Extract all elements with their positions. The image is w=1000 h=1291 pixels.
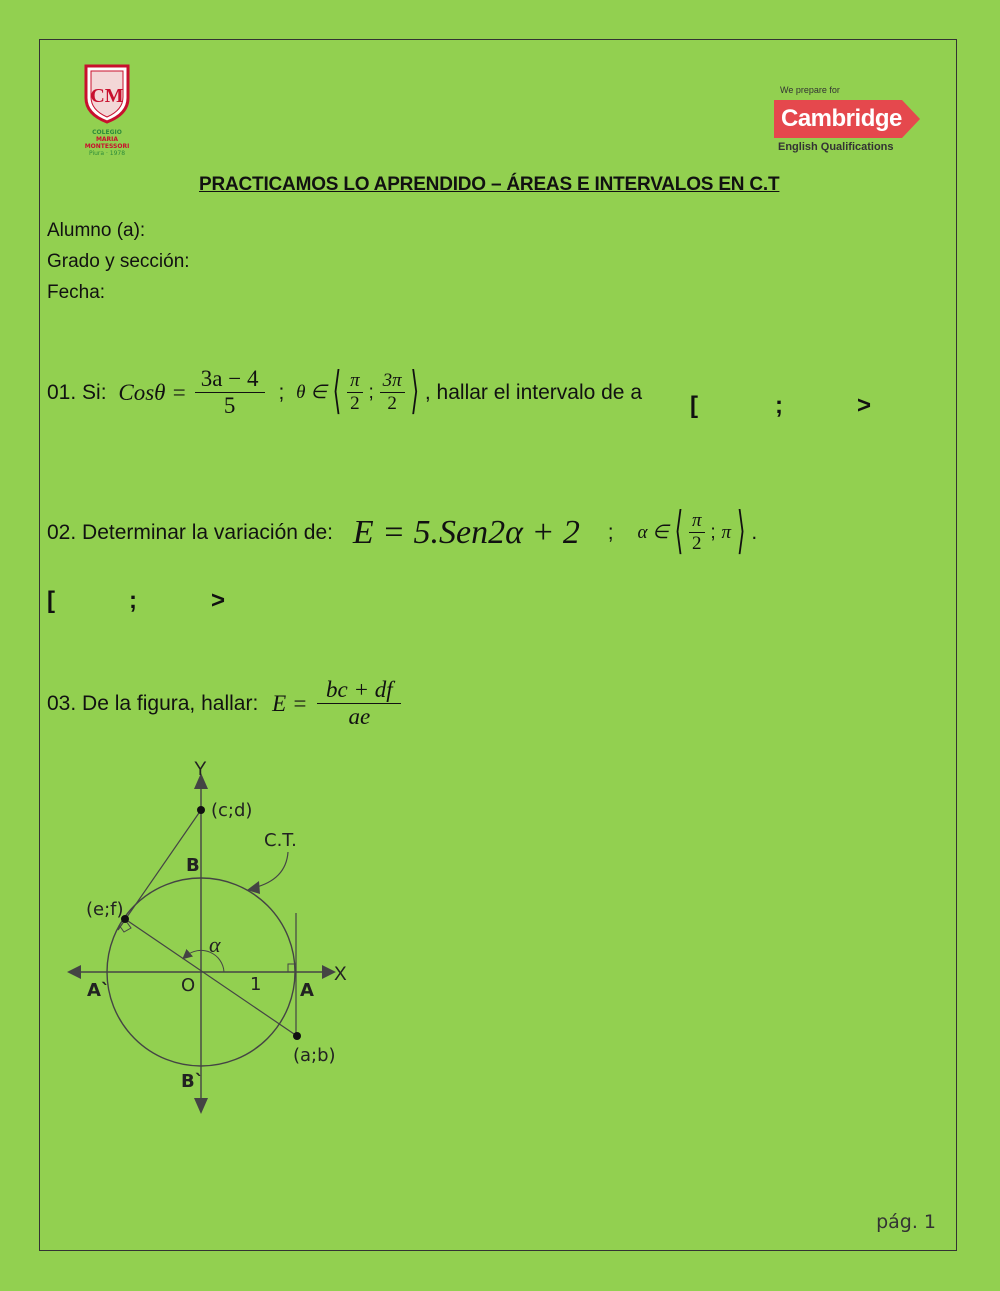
grade-section-label: Grado y sección: bbox=[47, 251, 190, 272]
q1-pi: π bbox=[350, 370, 360, 391]
q2-left-angle-icon: ⟨ bbox=[674, 503, 684, 562]
q1-domain-sep: ; bbox=[368, 381, 374, 403]
axis-x-label: X bbox=[334, 964, 347, 985]
q1-three-pi: 3π bbox=[382, 370, 402, 391]
angle-alpha-label: α bbox=[209, 932, 221, 957]
q1-two: 2 bbox=[347, 392, 363, 415]
q3-prefix: 03. De la figura, hallar: bbox=[47, 691, 259, 715]
q3-numerator: bc + df bbox=[326, 677, 393, 702]
q1-lhs: Cosθ = bbox=[118, 379, 187, 405]
point-ab-dot bbox=[293, 1032, 301, 1040]
q2-two: 2 bbox=[689, 532, 705, 555]
point-cd-label: (c;d) bbox=[211, 800, 253, 821]
q1-frac-pi-2 bbox=[347, 370, 363, 415]
svg-text:CM: CM bbox=[90, 85, 124, 107]
school-logo bbox=[70, 62, 144, 166]
y-axis-bottom-arrow-icon bbox=[194, 1098, 208, 1114]
logo-text-piura: Piura · 1978 bbox=[88, 150, 126, 157]
q3-fraction bbox=[317, 677, 401, 730]
cambridge-logo bbox=[778, 85, 938, 165]
page-number: pág. 1 bbox=[876, 1211, 936, 1233]
q3-denominator: ae bbox=[317, 703, 401, 730]
q2-domain-var: α ∈ bbox=[637, 522, 669, 543]
q1-left-angle-icon: ⟨ bbox=[332, 363, 342, 422]
q2-period: . bbox=[751, 520, 758, 544]
logo-text-colegio: COLEGIO bbox=[92, 129, 122, 136]
q2-answer-open[interactable]: [ bbox=[47, 587, 55, 614]
cambridge-tagline: We prepare for bbox=[780, 85, 840, 95]
q2-frac-pi-2 bbox=[689, 510, 705, 555]
page-title: PRACTICAMOS LO APRENDIDO – ÁREAS E INTERVALOS EN C.T bbox=[199, 174, 780, 195]
q2-pi: π bbox=[692, 510, 702, 531]
point-ab-label: (a;b) bbox=[293, 1045, 336, 1066]
q1-numerator: 3a − 4 bbox=[200, 366, 259, 391]
q2-prefix: 02. Determinar la variación de: bbox=[47, 520, 333, 544]
q2-domain-sep: ; bbox=[710, 521, 716, 543]
ct-pointer-arrow-icon bbox=[247, 881, 260, 894]
origin-label: O bbox=[181, 975, 196, 996]
unit-circle-figure bbox=[60, 755, 360, 1120]
label-b-prime: B` bbox=[181, 1071, 204, 1092]
circle-ct-label: C.T. bbox=[264, 830, 297, 851]
radius-one-label: 1 bbox=[250, 974, 262, 995]
cambridge-subtitle: English Qualifications bbox=[778, 141, 894, 153]
x-axis-left-arrow-icon bbox=[67, 965, 81, 979]
question-2 bbox=[47, 503, 758, 580]
q1-separator: ; bbox=[278, 380, 285, 404]
label-b: B bbox=[186, 855, 200, 876]
q1-fraction bbox=[195, 366, 265, 419]
q1-suffix: , hallar el intervalo de a bbox=[424, 380, 643, 404]
question-1 bbox=[47, 363, 643, 446]
q1-answer-open[interactable]: [ bbox=[690, 392, 698, 419]
point-ef-label: (e;f) bbox=[86, 899, 124, 920]
q1-domain-var: θ ∈ bbox=[296, 382, 327, 403]
q1-denominator: 5 bbox=[195, 392, 265, 419]
q1-right-angle-icon: ⟩ bbox=[410, 363, 420, 422]
q2-separator: ; bbox=[607, 520, 614, 544]
q2-pi-end: π bbox=[721, 521, 732, 543]
q3-lhs: E = bbox=[272, 690, 308, 716]
question-3 bbox=[47, 677, 401, 747]
logo-text-maria: MARIA bbox=[95, 136, 119, 143]
date-label: Fecha: bbox=[47, 282, 106, 303]
q1-prefix: 01. Si: bbox=[47, 380, 107, 404]
q2-right-angle-icon: ⟩ bbox=[736, 503, 746, 562]
student-name-label: Alumno (a): bbox=[47, 220, 146, 241]
q1-frac-3pi-2 bbox=[380, 370, 405, 415]
cambridge-wordmark: Cambridge bbox=[781, 105, 902, 132]
q2-answer-sep[interactable]: ; bbox=[129, 587, 137, 614]
axis-y-label: Y bbox=[194, 759, 207, 780]
school-crest-icon bbox=[82, 62, 132, 124]
label-a: A bbox=[300, 980, 314, 1001]
logo-text-montessori: MONTESSORI bbox=[84, 143, 130, 150]
q1-two-b: 2 bbox=[380, 392, 405, 415]
q1-answer-close[interactable]: > bbox=[857, 392, 872, 419]
point-cd-dot bbox=[197, 806, 205, 814]
label-a-prime: A` bbox=[87, 980, 110, 1001]
q2-expression: E = 5.Sen2α + 2 bbox=[352, 513, 580, 551]
q1-answer-sep[interactable]: ; bbox=[775, 392, 783, 419]
q2-answer-close[interactable]: > bbox=[211, 587, 226, 614]
